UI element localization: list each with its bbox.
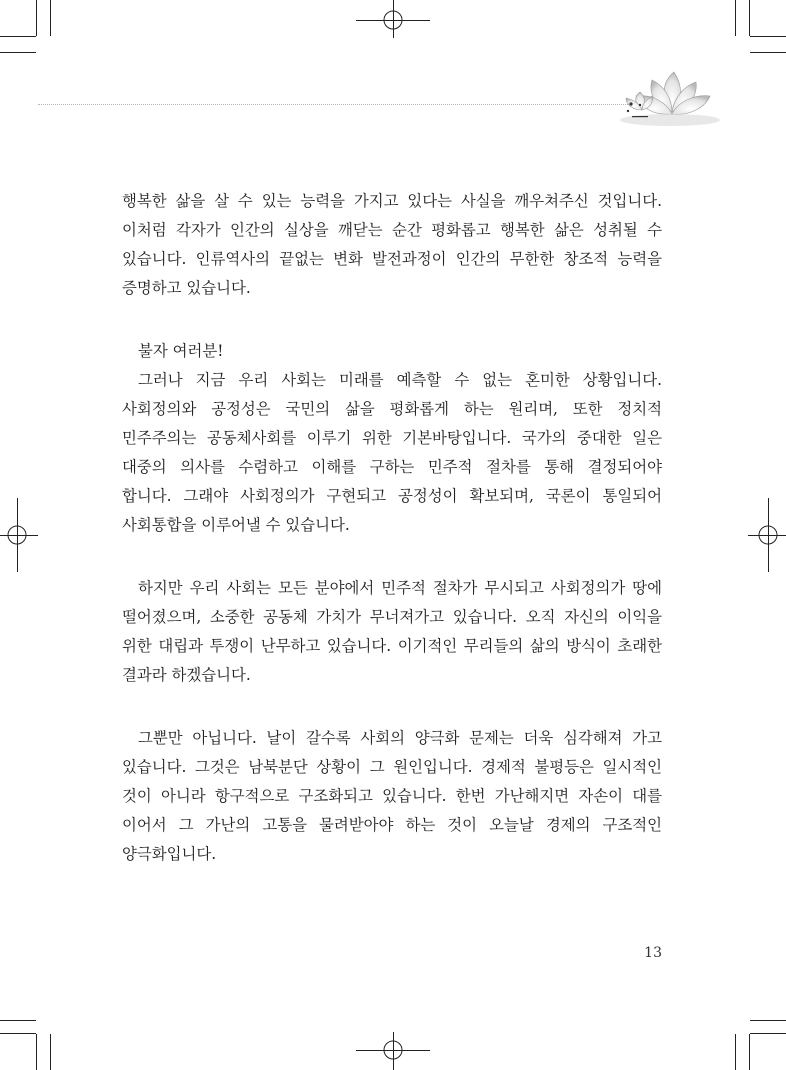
paragraph-gap	[122, 540, 662, 574]
text-line: 그러나 지금 우리 사회는 미래를 예측할 수 없는 혼미한 상황입니다.	[138, 371, 662, 389]
paragraph-2	[122, 337, 662, 540]
body-text	[122, 187, 662, 869]
text-line: 민주주의는 공동체사회를 이루기 위한 기본바탕입니다. 국가의 중대한 일은	[122, 429, 662, 447]
text-line: 행복한 삶을 살 수 있는 능력을 가지고 있다는 사실을 깨우쳐주신 것입니다.	[122, 192, 662, 210]
text-line: 사회정의와 공정성은 국민의 삶을 평화롭게 하는 원리며, 또한 정치적	[122, 400, 662, 418]
text-line: 이어서 그 가난의 고통을 물려받아야 하는 것이 오늘날 경제의 구조적인	[122, 816, 662, 834]
lotus-flower-icon	[612, 60, 732, 130]
text-line: 양극화입니다.	[122, 845, 217, 863]
text-line: 있습니다. 그것은 남북분단 상황이 그 원인입니다. 경제적 불평등은 일시적인	[122, 758, 662, 776]
text-line: 합니다. 그래야 사회정의가 구현되고 공정성이 확보되며, 국론이 통일되어	[122, 487, 662, 505]
header-dotted-rule	[38, 104, 640, 105]
text-line: 그뿐만 아닙니다. 날이 갈수록 사회의 양극화 문제는 더욱 심각해져 가고	[138, 729, 662, 747]
text-line: 떨어졌으며, 소중한 공동체 가치가 무너져가고 있습니다. 오직 자신의 이익을	[122, 608, 662, 626]
text-line: 있습니다. 인류역사의 끝없는 변화 발전과정이 인간의 무한한 창조적 능력을	[122, 250, 662, 268]
text-line: 대중의 의사를 수렴하고 이해를 구하는 민주적 절차를 통해 결정되어야	[122, 458, 662, 476]
paragraph-gap	[122, 303, 662, 337]
page-number: 13	[644, 945, 662, 961]
text-line: 하지만 우리 사회는 모든 분야에서 민주적 절차가 무시되고 사회정의가 땅에	[138, 579, 662, 597]
text-line: 것이 아니라 항구적으로 구조화되고 있습니다. 한번 가난해지면 자손이 대를	[122, 787, 662, 805]
text-line: 사회통합을 이루어낼 수 있습니다.	[122, 516, 350, 534]
paragraph-4	[122, 724, 662, 869]
text-line: 위한 대립과 투쟁이 난무하고 있습니다. 이기적인 무리들의 삶의 방식이 초래한	[122, 637, 662, 655]
paragraph-gap	[122, 690, 662, 724]
paragraph-1	[122, 187, 662, 303]
paragraph-3	[122, 574, 662, 690]
text-line: 결과라 하겠습니다.	[122, 666, 251, 684]
text-line: 증명하고 있습니다.	[122, 279, 251, 297]
salutation: 불자 여러분!	[138, 342, 224, 360]
text-line: 이처럼 각자가 인간의 실상을 깨닫는 순간 평화롭고 행복한 삶은 성취될 수	[122, 221, 662, 239]
